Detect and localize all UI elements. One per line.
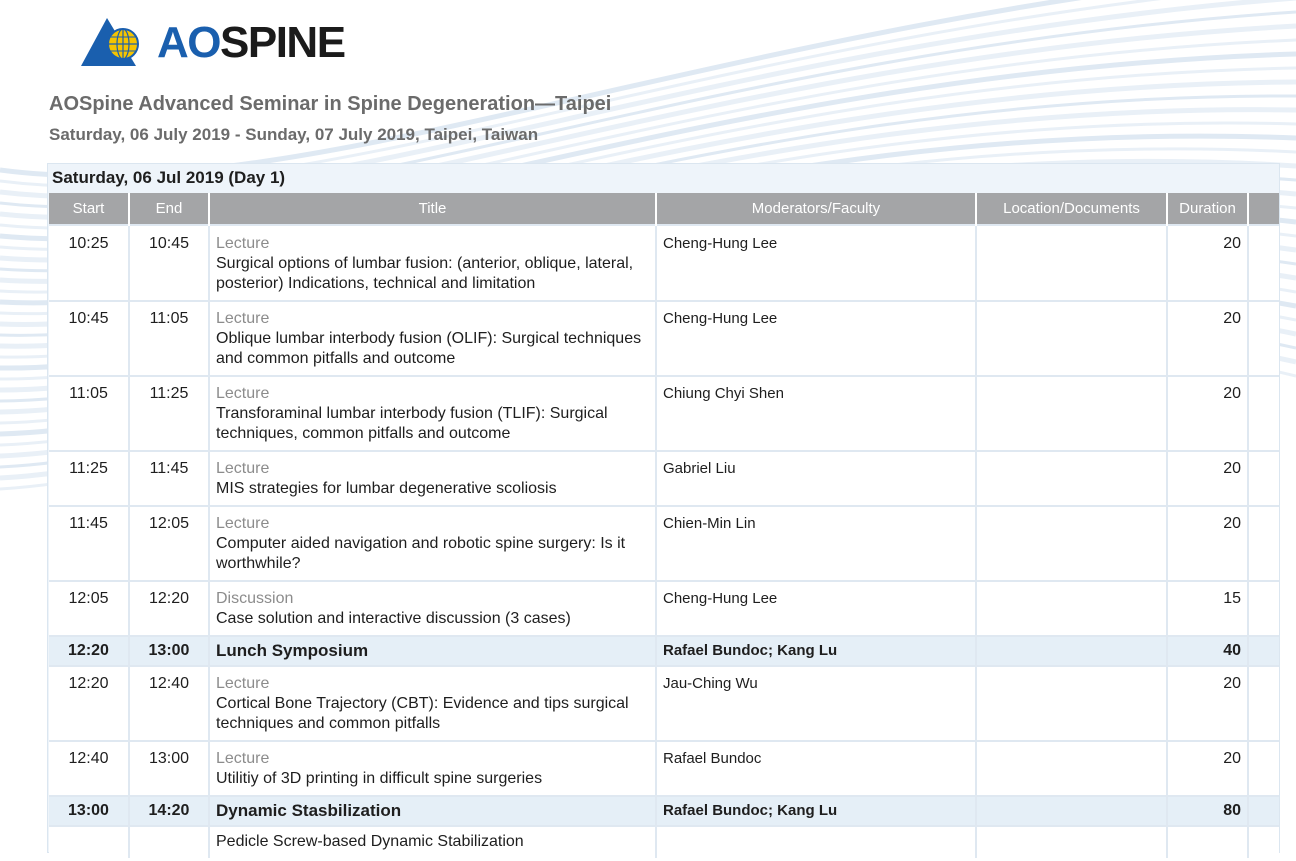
- start-time: 12:20: [49, 636, 129, 666]
- spacer-cell: [1248, 666, 1279, 741]
- duration: 40: [1167, 636, 1248, 666]
- event-dates: Saturday, 06 July 2019 - Sunday, 07 July 2019, Taipei, Taiwan: [49, 125, 539, 144]
- start-time: 12:40: [49, 741, 129, 796]
- session-type: Lecture: [216, 750, 270, 767]
- location-documents: [976, 666, 1167, 741]
- location-documents: [976, 636, 1167, 666]
- end-time: 14:20: [129, 796, 209, 826]
- session-title-cell: [209, 666, 656, 741]
- faculty: [656, 826, 976, 858]
- faculty: Chien-Min Lin: [656, 506, 976, 581]
- session-title: Lunch Symposium: [216, 641, 369, 660]
- faculty: Jau-Ching Wu: [656, 666, 976, 741]
- spacer-cell: [1248, 506, 1279, 581]
- session-row: [49, 636, 1279, 666]
- session-title-cell: [209, 376, 656, 451]
- table-row: [49, 666, 1279, 741]
- table-header-row: [49, 193, 1279, 225]
- faculty: Gabriel Liu: [656, 451, 976, 506]
- duration: 80: [1167, 796, 1248, 826]
- session-title-cell: [209, 225, 656, 301]
- end-time: [129, 826, 209, 858]
- end-time: 12:40: [129, 666, 209, 741]
- location-documents: [976, 225, 1167, 301]
- duration: 20: [1167, 506, 1248, 581]
- end-time: 11:25: [129, 376, 209, 451]
- faculty: Rafael Bundoc; Kang Lu: [656, 636, 976, 666]
- location-documents: [976, 581, 1167, 636]
- location-documents: [976, 796, 1167, 826]
- start-time: 11:05: [49, 376, 129, 451]
- faculty: Rafael Bundoc; Kang Lu: [656, 796, 976, 826]
- location-documents: [976, 506, 1167, 581]
- aospine-logo: [81, 18, 361, 68]
- spacer-cell: [1248, 451, 1279, 506]
- col-header-title: Title: [209, 193, 656, 225]
- faculty: Cheng-Hung Lee: [656, 301, 976, 376]
- col-header-duration: Duration: [1167, 193, 1248, 225]
- spacer-cell: [1248, 636, 1279, 666]
- start-time: 11:45: [49, 506, 129, 581]
- session-title-cell: [209, 451, 656, 506]
- day-header: Saturday, 06 Jul 2019 (Day 1): [52, 168, 286, 187]
- session-type: Lecture: [216, 675, 270, 692]
- table-row: [49, 506, 1279, 581]
- end-time: 12:05: [129, 506, 209, 581]
- session-title-cell: [209, 506, 656, 581]
- location-documents: [976, 451, 1167, 506]
- session-title-cell: [209, 636, 656, 666]
- end-time: 11:45: [129, 451, 209, 506]
- session-title-cell: [209, 826, 656, 858]
- session-title: Computer aided navigation and robotic spine surgery: Is it worthwhile?: [216, 535, 626, 572]
- start-time: [49, 826, 129, 858]
- duration: 15: [1167, 581, 1248, 636]
- faculty: Cheng-Hung Lee: [656, 225, 976, 301]
- end-time: 13:00: [129, 636, 209, 666]
- location-documents: [976, 741, 1167, 796]
- table-row: [49, 581, 1279, 636]
- start-time: 11:25: [49, 451, 129, 506]
- faculty: Rafael Bundoc: [656, 741, 976, 796]
- session-title: Transforaminal lumbar interbody fusion (TLIF): Surgical techniques, common pitfalls and outcome: [216, 405, 608, 442]
- session-type: Discussion: [216, 590, 294, 607]
- start-time: 13:00: [49, 796, 129, 826]
- start-time: 10:25: [49, 225, 129, 301]
- end-time: 11:05: [129, 301, 209, 376]
- spacer-cell: [1248, 741, 1279, 796]
- end-time: 13:00: [129, 741, 209, 796]
- col-header-end: End: [129, 193, 209, 225]
- table-row: [49, 741, 1279, 796]
- event-title: AOSpine Advanced Seminar in Spine Degeneration—Taipei: [49, 93, 612, 115]
- session-title: Utilitiy of 3D printing in difficult spine surgeries: [216, 770, 543, 787]
- session-title: MIS strategies for lumbar degenerative scoliosis: [216, 480, 557, 497]
- spacer-cell: [1248, 581, 1279, 636]
- faculty: Chiung Chyi Shen: [656, 376, 976, 451]
- session-title: Surgical options of lumbar fusion: (anterior, oblique, lateral, posterior) Indications, technical and limitation: [216, 255, 634, 292]
- session-title-cell: [209, 581, 656, 636]
- table-row: [49, 826, 1279, 858]
- duration: 20: [1167, 451, 1248, 506]
- location-documents: [976, 826, 1167, 858]
- spacer-cell: [1248, 301, 1279, 376]
- session-type: Lecture: [216, 385, 270, 402]
- duration: 20: [1167, 376, 1248, 451]
- col-header-spacer: [1248, 193, 1279, 225]
- session-title: Dynamic Stasbilization: [216, 801, 402, 820]
- end-time: 12:20: [129, 581, 209, 636]
- start-time: 12:20: [49, 666, 129, 741]
- session-row: [49, 796, 1279, 826]
- table-row: [49, 451, 1279, 506]
- faculty: Cheng-Hung Lee: [656, 581, 976, 636]
- duration: 20: [1167, 225, 1248, 301]
- session-type: Lecture: [216, 460, 270, 477]
- session-title-cell: [209, 301, 656, 376]
- spacer-cell: [1248, 225, 1279, 301]
- table-row: [49, 301, 1279, 376]
- location-documents: [976, 376, 1167, 451]
- session-type: Lecture: [216, 515, 270, 532]
- location-documents: [976, 301, 1167, 376]
- session-title-cell: [209, 796, 656, 826]
- col-header-faculty: Moderators/Faculty: [656, 193, 976, 225]
- session-title: Oblique lumbar interbody fusion (OLIF): Surgical techniques and common pitfalls and outcome: [216, 330, 642, 367]
- session-type: Lecture: [216, 310, 270, 327]
- session-title: Cortical Bone Trajectory (CBT): Evidence and tips surgical techniques and common pitfalls: [216, 695, 629, 732]
- duration: 20: [1167, 666, 1248, 741]
- globe-logo-icon: [81, 18, 151, 68]
- col-header-start: Start: [49, 193, 129, 225]
- table-row: [49, 225, 1279, 301]
- session-title: Case solution and interactive discussion (3 cases): [216, 610, 571, 627]
- duration: 20: [1167, 741, 1248, 796]
- spacer-cell: [1248, 796, 1279, 826]
- session-title-cell: [209, 741, 656, 796]
- table-row: [49, 376, 1279, 451]
- duration: [1167, 826, 1248, 858]
- duration: 20: [1167, 301, 1248, 376]
- session-type: Lecture: [216, 235, 270, 252]
- spacer-cell: [1248, 826, 1279, 858]
- end-time: 10:45: [129, 225, 209, 301]
- start-time: 12:05: [49, 581, 129, 636]
- schedule-table: [49, 193, 1279, 858]
- col-header-location: Location/Documents: [976, 193, 1167, 225]
- spacer-cell: [1248, 376, 1279, 451]
- session-title: Pedicle Screw-based Dynamic Stabilization: [216, 833, 524, 850]
- logo-wordmark: AOSPINE: [157, 18, 345, 67]
- start-time: 10:45: [49, 301, 129, 376]
